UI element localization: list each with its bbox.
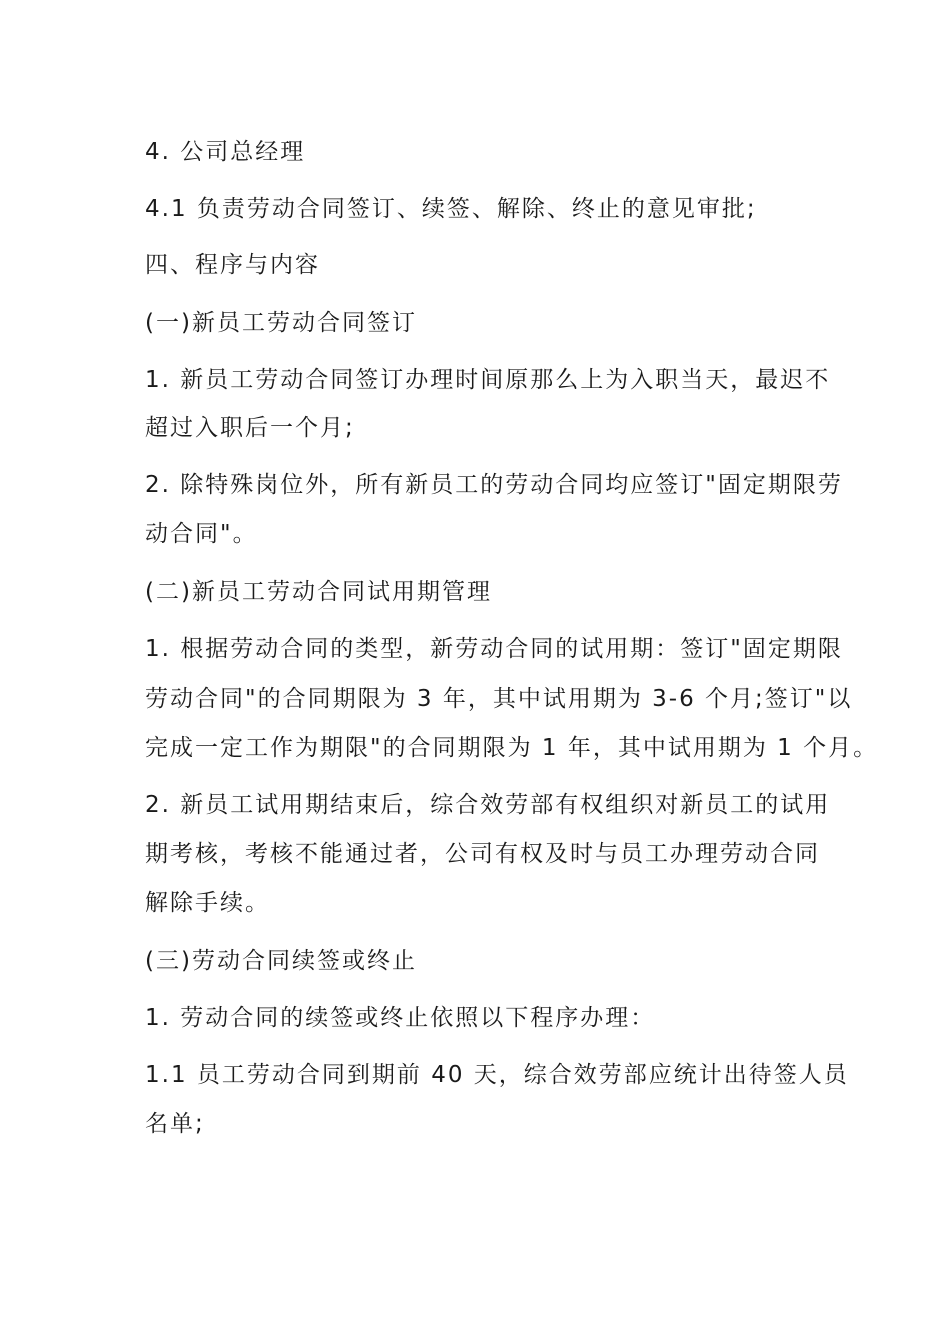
paragraph-line: 2. 新员工试用期结束后，综合效劳部有权组织对新员工的试用 (145, 792, 831, 818)
subsection-heading: (二)新员工劳动合同试用期管理 (145, 579, 492, 605)
paragraph-line: 1.1 员工劳动合同到期前 40 天，综合效劳部应统计出待签人员 (145, 1062, 849, 1088)
paragraph-line: 名单; (145, 1111, 205, 1137)
paragraph-line: 期考核，考核不能通过者，公司有权及时与员工办理劳动合同 (145, 841, 820, 867)
paragraph-line: 动合同"。 (145, 521, 258, 547)
paragraph-line: 1. 根据劳动合同的类型，新劳动合同的试用期：签订"固定期限 (145, 636, 843, 662)
paragraph-line: 劳动合同"的合同期限为 3 年，其中试用期为 3-6 个月;签订"以 (145, 686, 853, 712)
chapter-heading: 四、程序与内容 (145, 252, 320, 278)
subsection-heading: (一)新员工劳动合同签订 (145, 310, 417, 336)
section-heading-general-manager: 4. 公司总经理 (145, 139, 306, 165)
duty-item: 4.1 负责劳动合同签订、续签、解除、终止的意见审批; (145, 196, 757, 222)
paragraph-line: 解除手续。 (145, 890, 270, 916)
paragraph-line: 完成一定工作为期限"的合同期限为 1 年，其中试用期为 1 个月。 (145, 735, 879, 761)
subsection-heading: (三)劳动合同续签或终止 (145, 948, 417, 974)
paragraph-line: 超过入职后一个月; (145, 415, 355, 441)
paragraph-line: 1. 劳动合同的续签或终止依照以下程序办理： (145, 1005, 656, 1031)
paragraph-line: 2. 除特殊岗位外，所有新员工的劳动合同均应签订"固定期限劳 (145, 472, 843, 498)
paragraph-line: 1. 新员工劳动合同签订办理时间原那么上为入职当天，最迟不 (145, 367, 831, 393)
